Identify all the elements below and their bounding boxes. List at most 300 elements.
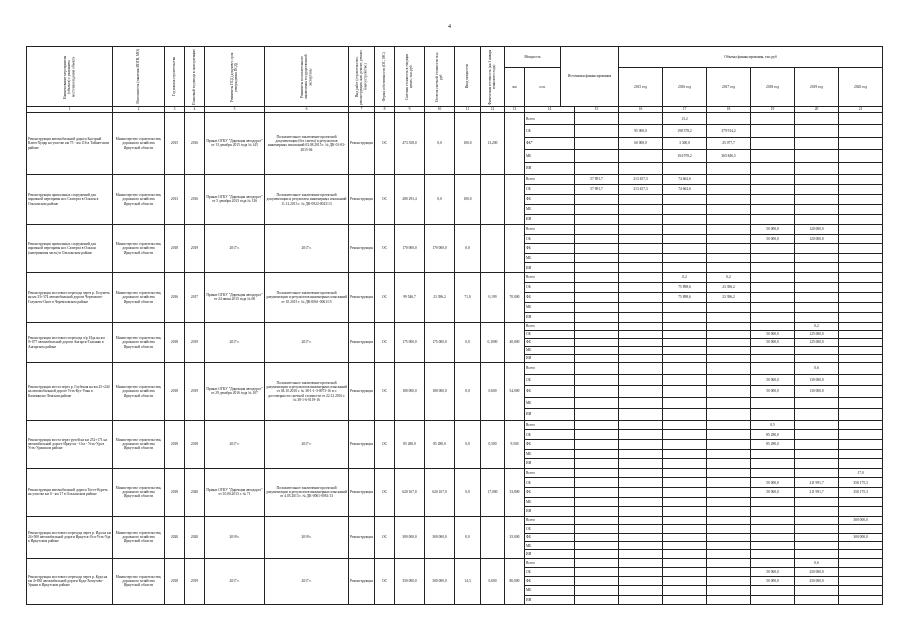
funding-value: 50 000,0 xyxy=(751,488,795,498)
funding-value xyxy=(619,558,663,567)
remaining-cost: 620 167,0 xyxy=(425,468,455,516)
funding-source: ИИ xyxy=(525,312,575,322)
funding-value xyxy=(707,525,751,533)
header-end-year: Плановый год ввода в эксплуатацию xyxy=(185,47,205,107)
funding-source: ИИ xyxy=(525,550,575,558)
header-rest: Остаток сметной стоимости тыс. руб xyxy=(425,47,455,107)
funding-value: 250 000,0 xyxy=(795,567,839,576)
funding-value: 50 000,0 xyxy=(751,567,795,576)
funding-source: МБ xyxy=(525,302,575,312)
funding-value xyxy=(751,214,795,224)
table-row xyxy=(27,516,883,524)
funding-value xyxy=(663,440,707,450)
investment-program-table xyxy=(26,46,883,605)
work-type: Реконструкция xyxy=(349,322,375,362)
funding-value xyxy=(839,409,883,421)
funding-value xyxy=(795,533,839,541)
funding-value xyxy=(619,322,663,330)
funding-value xyxy=(839,346,883,354)
ownership: ОС xyxy=(375,420,395,468)
ownership: ОС xyxy=(375,224,395,272)
funding-value xyxy=(619,542,663,550)
object-name: Реконструкция автомобильной дороги Тогот-Куреть на участке км 0 - км 17 в Ольхонском районе xyxy=(27,468,113,516)
funding-value: 300 000,0 xyxy=(839,516,883,524)
funding-value xyxy=(839,558,883,567)
readiness: 0,0 xyxy=(455,420,481,468)
funding-value xyxy=(663,525,707,533)
header-name: Наименование мероприятия (объекта) с указанием местонахождения объекта xyxy=(27,47,113,107)
header-year: 2019 год xyxy=(795,68,839,107)
funding-value: 130 000,0 xyxy=(795,374,839,386)
funding-source: ОБ xyxy=(525,567,575,576)
funding-value: 379 914,2 xyxy=(707,125,751,137)
expertise-details: Положительное заключение проектной документации и результатов инженерных изысканий от 10.2015 г. № ДК-0061-0061/15 xyxy=(265,272,349,322)
funding-value xyxy=(663,595,707,604)
column-number: 17 xyxy=(663,107,707,113)
funding-value xyxy=(619,346,663,354)
funding-value xyxy=(839,150,883,162)
funding-source: МБ xyxy=(525,449,575,459)
funding-value xyxy=(839,440,883,450)
object-name: Реконструкция причальных сооружений для паромной переправы нос Сахюрта в Ольхон (материковая часть) в Ольхонском районе xyxy=(27,224,113,272)
funding-value xyxy=(751,125,795,137)
funding-value xyxy=(839,322,883,330)
funding-value: 50 000,0 xyxy=(751,577,795,586)
funding-value xyxy=(619,224,663,234)
readiness: 14,3 xyxy=(455,558,481,604)
executor: Министерство строительства, дорожного хозяйства Иркутской области xyxy=(113,113,165,175)
object-name: Реконструкция мостового перехода через р. Голуметь на км 33+374 автомобильной дороги Черемхово-Голуметь-Онот в Черемховском районе xyxy=(27,272,113,322)
funding-value xyxy=(619,550,663,558)
funding-value xyxy=(663,214,707,224)
funding-value: 198 578,2 xyxy=(663,125,707,137)
funding-value xyxy=(795,420,839,430)
funding-value xyxy=(751,409,795,421)
funding-value xyxy=(575,459,619,469)
funding-value xyxy=(619,234,663,244)
funding-value xyxy=(619,595,663,604)
funding-value xyxy=(619,507,663,517)
funding-value xyxy=(663,263,707,273)
funding-value xyxy=(751,516,795,524)
funding-value xyxy=(751,497,795,507)
expertise-details: Положительное заключение проектной документации и результаты инженерных изысканий 11.12.2013 г. № ДК-0922-0023/13 xyxy=(265,174,349,224)
funding-value xyxy=(839,577,883,586)
funding-source: ФБ xyxy=(525,577,575,586)
funding-value xyxy=(751,244,795,254)
funding-value xyxy=(751,292,795,302)
capacity-km: 0,199 xyxy=(481,272,505,322)
funding-value xyxy=(575,397,619,409)
funding-source: ОБ xyxy=(525,234,575,244)
funding-value xyxy=(839,113,883,125)
work-type: Реконструкция xyxy=(349,516,375,558)
executor: Министерство строительства, дорожного хозяйства Иркутской области xyxy=(113,362,165,420)
funding-value xyxy=(707,459,751,469)
funding-value: 25 077,7 xyxy=(707,137,751,149)
funding-value xyxy=(751,150,795,162)
capacity-pm: 33,800 xyxy=(505,468,525,516)
funding-value xyxy=(575,302,619,312)
funding-value xyxy=(795,292,839,302)
funding-value xyxy=(795,430,839,440)
funding-source: Всего xyxy=(525,558,575,567)
funding-value xyxy=(707,162,751,174)
capacity-pm xyxy=(505,174,525,224)
remaining-cost: 0,0 xyxy=(425,174,455,224)
funding-value xyxy=(619,488,663,498)
funding-value xyxy=(619,354,663,362)
start-year: 2013 xyxy=(165,174,185,224)
funding-value xyxy=(663,542,707,550)
funding-value xyxy=(575,595,619,604)
funding-source: ИИ xyxy=(525,214,575,224)
funding-value xyxy=(575,346,619,354)
funding-value xyxy=(795,162,839,174)
column-number: 21 xyxy=(839,107,883,113)
funding-value xyxy=(663,374,707,386)
psd-details: 2017 г. xyxy=(205,224,265,272)
funding-value xyxy=(839,420,883,430)
funding-value xyxy=(575,525,619,533)
funding-value: 194 978,2 xyxy=(663,150,707,162)
funding-value xyxy=(575,292,619,302)
end-year: 2018 xyxy=(185,420,205,468)
funding-value xyxy=(663,354,707,362)
funding-value xyxy=(663,409,707,421)
funding-value: 130 000,0 xyxy=(795,386,839,398)
funding-value xyxy=(751,533,795,541)
funding-value xyxy=(795,244,839,254)
funding-value: 250 000,0 xyxy=(795,577,839,586)
funding-value: 211 991,7 xyxy=(795,478,839,488)
funding-value: 60 000,0 xyxy=(619,137,663,149)
funding-value xyxy=(619,150,663,162)
estimated-cost: 350 000,0 xyxy=(395,558,425,604)
funding-value xyxy=(707,253,751,263)
funding-value: 95 000,0 xyxy=(619,125,663,137)
funding-value: 213 457,3 xyxy=(619,184,663,194)
column-number: 11 xyxy=(455,107,481,113)
funding-value xyxy=(663,567,707,576)
funding-value xyxy=(795,550,839,558)
funding-source: Всего xyxy=(525,174,575,184)
column-number: 20 xyxy=(795,107,839,113)
funding-value xyxy=(575,468,619,478)
funding-source: ОБ xyxy=(525,478,575,488)
funding-value xyxy=(663,420,707,430)
funding-value xyxy=(575,312,619,322)
funding-value: 0,6 xyxy=(795,362,839,374)
funding-value xyxy=(663,449,707,459)
funding-value xyxy=(751,586,795,595)
funding-source: ОБ xyxy=(525,330,575,338)
funding-value xyxy=(575,478,619,488)
table-row xyxy=(27,362,883,374)
start-year: 2020 xyxy=(165,516,185,558)
readiness: 0,0 xyxy=(455,516,481,558)
funding-value xyxy=(707,409,751,421)
funding-value xyxy=(795,346,839,354)
capacity-pm: 70,000 xyxy=(505,272,525,322)
capacity-pm: 80,000 xyxy=(505,558,525,604)
funding-value xyxy=(795,449,839,459)
column-number: 6 xyxy=(265,107,349,113)
funding-value xyxy=(575,113,619,125)
funding-value: 365 846,5 xyxy=(707,150,751,162)
funding-value xyxy=(795,354,839,362)
funding-value xyxy=(839,214,883,224)
funding-value xyxy=(575,194,619,204)
funding-value xyxy=(795,263,839,273)
funding-value xyxy=(839,497,883,507)
header-cost: Сметная стоимость в текущих ценах, тыс.руб xyxy=(395,47,425,107)
ownership: ОС xyxy=(375,272,395,322)
funding-value xyxy=(619,567,663,576)
executor: Министерство строительства, дорожного хозяйства Иркутской области xyxy=(113,322,165,362)
funding-value xyxy=(839,449,883,459)
estimated-cost: 620 167,0 xyxy=(395,468,425,516)
funding-source: ИИ xyxy=(525,263,575,273)
funding-value xyxy=(751,362,795,374)
estimated-cost: 180 000,0 xyxy=(395,362,425,420)
funding-value xyxy=(751,550,795,558)
ownership: ОС xyxy=(375,362,395,420)
funding-value xyxy=(663,488,707,498)
funding-value xyxy=(575,558,619,567)
funding-source: ИИ xyxy=(525,409,575,421)
executor: Министерство строительства, дорожного хозяйства Иркутской области xyxy=(113,516,165,558)
funding-value xyxy=(663,550,707,558)
funding-value xyxy=(575,586,619,595)
psd-details: Приказ ОГКУ "Дирекция автодорог" от 24 июня 2015 года № 68 xyxy=(205,272,265,322)
funding-value: 0,5 xyxy=(751,420,795,430)
funding-value xyxy=(575,253,619,263)
funding-value xyxy=(707,488,751,498)
funding-value xyxy=(795,253,839,263)
funding-value xyxy=(663,397,707,409)
psd-details: Приказ ОГКУ "Дирекция автодорог" от 5 декабря 2013 года № 136 xyxy=(205,174,265,224)
column-number: 2 xyxy=(113,107,165,113)
funding-value xyxy=(707,420,751,430)
end-year: 2019 xyxy=(185,362,205,420)
funding-value xyxy=(839,204,883,214)
object-name: Реконструкция мостового перехода через р. Куда на км 4+830 автомобильной дороги Куда-Хомутово-Урыки в Иркутском районе xyxy=(27,558,113,604)
table-row xyxy=(27,468,883,478)
psd-details: 2017 г. xyxy=(205,322,265,362)
funding-source: Всего xyxy=(525,113,575,125)
funding-value xyxy=(795,214,839,224)
work-type: Реконструкция xyxy=(349,272,375,322)
column-number: 10 xyxy=(425,107,455,113)
header-psd: Реквизиты ПСД (документ, срок утверждения ПСД) xyxy=(205,47,265,107)
funding-source: ФБ* xyxy=(525,137,575,149)
header-year: 2020 год xyxy=(839,68,883,107)
column-number: 15 xyxy=(575,107,619,113)
funding-value xyxy=(619,330,663,338)
funding-value xyxy=(663,386,707,398)
capacity-km xyxy=(481,224,505,272)
funding-value: 50 000,0 xyxy=(751,374,795,386)
funding-value: 0,2 xyxy=(707,272,751,282)
funding-value xyxy=(751,263,795,273)
funding-value xyxy=(839,272,883,282)
funding-value xyxy=(575,577,619,586)
estimated-cost: 170 000,0 xyxy=(395,224,425,272)
funding-value: 125 000,0 xyxy=(795,338,839,346)
funding-source: МБ xyxy=(525,204,575,214)
funding-value: 50 000,0 xyxy=(751,338,795,346)
funding-value xyxy=(663,507,707,517)
funding-value xyxy=(707,346,751,354)
column-number: 1 xyxy=(27,107,113,113)
funding-value xyxy=(839,224,883,234)
funding-value xyxy=(575,386,619,398)
work-type: Реконструкция xyxy=(349,558,375,604)
object-name: Реконструкция автомобильной дороги Быстрый Ключ-Хуцар на участке км 75 - км 116 в Тайшетском районе xyxy=(27,113,113,175)
funding-value: 50 000,0 xyxy=(751,224,795,234)
funding-value xyxy=(619,312,663,322)
funding-source: ОБ xyxy=(525,374,575,386)
funding-source: МБ xyxy=(525,253,575,263)
funding-value xyxy=(663,430,707,440)
funding-value xyxy=(751,174,795,184)
funding-source: МБ xyxy=(525,586,575,595)
funding-value xyxy=(751,449,795,459)
funding-source: ИИ xyxy=(525,162,575,174)
funding-value xyxy=(575,162,619,174)
funding-value xyxy=(663,224,707,234)
funding-source: ИИ xyxy=(525,354,575,362)
end-year: 2019 xyxy=(185,322,205,362)
funding-value xyxy=(575,533,619,541)
funding-value xyxy=(575,322,619,330)
funding-value xyxy=(751,194,795,204)
funding-value xyxy=(839,430,883,440)
executor: Министерство строительства, дорожного хозяйства Иркутской области xyxy=(113,420,165,468)
funding-value xyxy=(839,292,883,302)
funding-value xyxy=(707,354,751,362)
column-number: 3 xyxy=(165,107,185,113)
expertise-details: Положительное заключение проектной документации и результатов инженерных изысканий от 04.10.2016 г. № 38-1-1-3-0073-16 и о достоверности сметной стоимости от 22.12.2016 г. № 38-1-6-0119-16 xyxy=(265,362,349,420)
funding-value xyxy=(575,497,619,507)
funding-value: 358 175,3 xyxy=(839,478,883,488)
funding-value xyxy=(795,497,839,507)
funding-value xyxy=(839,162,883,174)
funding-value xyxy=(839,397,883,409)
funding-value xyxy=(619,516,663,524)
funding-value xyxy=(839,312,883,322)
funding-value xyxy=(707,174,751,184)
funding-value xyxy=(707,577,751,586)
expertise-details: 2019 г. xyxy=(265,516,349,558)
funding-source: Всего xyxy=(525,468,575,478)
funding-source: ФБ xyxy=(525,244,575,254)
funding-value xyxy=(619,362,663,374)
funding-value xyxy=(839,354,883,362)
funding-value xyxy=(619,397,663,409)
start-year: 2018 xyxy=(165,362,185,420)
funding-value xyxy=(839,244,883,254)
funding-value xyxy=(575,550,619,558)
funding-value xyxy=(839,302,883,312)
ownership: ОС xyxy=(375,174,395,224)
funding-value xyxy=(707,244,751,254)
funding-value xyxy=(707,542,751,550)
capacity-pm: 40,000 xyxy=(505,322,525,362)
funding-value xyxy=(707,184,751,194)
end-year: 2016 xyxy=(185,174,205,224)
header-year: 2015 год xyxy=(619,68,663,107)
funding-source: Всего xyxy=(525,362,575,374)
funding-value xyxy=(839,525,883,533)
funding-value: 50 000,0 xyxy=(751,234,795,244)
funding-value xyxy=(751,322,795,330)
funding-value xyxy=(839,330,883,338)
funding-value xyxy=(707,338,751,346)
capacity-km xyxy=(481,516,505,558)
funding-value: 75 898,6 xyxy=(663,292,707,302)
funding-value xyxy=(663,533,707,541)
column-number: 19 xyxy=(751,107,795,113)
funding-source: МБ xyxy=(525,346,575,354)
remaining-cost: 175 000,0 xyxy=(425,322,455,362)
funding-value xyxy=(707,330,751,338)
funding-value xyxy=(839,542,883,550)
capacity-pm: 9,500 xyxy=(505,420,525,468)
capacity-pm xyxy=(505,224,525,272)
remaining-cost: 300 000,0 xyxy=(425,558,455,604)
remaining-cost: 85 280,0 xyxy=(425,420,455,468)
object-name: Реконструкция моста через р. Глубокая на км 25+244 на автомобильной дороге Усть-Кут-Уоян в Казачинско-Ленском районе xyxy=(27,362,113,420)
funding-value xyxy=(619,497,663,507)
funding-value xyxy=(663,516,707,524)
funding-value xyxy=(707,550,751,558)
funding-value xyxy=(839,234,883,244)
funding-value: 358 175,3 xyxy=(839,488,883,498)
work-type: Реконструкция xyxy=(349,362,375,420)
funding-value xyxy=(795,516,839,524)
funding-value xyxy=(663,194,707,204)
funding-value xyxy=(707,449,751,459)
end-year: 2019 xyxy=(185,224,205,272)
funding-source: ОБ xyxy=(525,125,575,137)
funding-source: МБ xyxy=(525,497,575,507)
funding-value xyxy=(707,234,751,244)
end-year: 2017 xyxy=(185,272,205,322)
object-name: Реконструкция мостового перехода ч/р. Ида на км 9+077 автомобильной дороги Ангарск-Тальяны в Ангарском районе xyxy=(27,322,113,362)
funding-value xyxy=(751,272,795,282)
funding-value xyxy=(663,204,707,214)
readiness: 0,0 xyxy=(455,322,481,362)
funding-value xyxy=(619,420,663,430)
capacity-km: 17,000 xyxy=(481,468,505,516)
start-year: 2016 xyxy=(165,272,185,322)
funding-value xyxy=(751,312,795,322)
funding-value: 125 000,0 xyxy=(795,330,839,338)
capacity-km: 0,600 xyxy=(481,362,505,420)
funding-value xyxy=(795,113,839,125)
header-expertise: Реквизиты положительного заключения государственной экспертизы xyxy=(265,47,349,107)
executor: Министерство строительства, дорожного хозяйства Иркутской области xyxy=(113,224,165,272)
funding-value xyxy=(663,330,707,338)
funding-value: 74 662,6 xyxy=(663,184,707,194)
funding-value xyxy=(575,150,619,162)
table-row xyxy=(27,322,883,330)
funding-value xyxy=(707,533,751,541)
funding-value xyxy=(795,312,839,322)
funding-value xyxy=(619,478,663,488)
